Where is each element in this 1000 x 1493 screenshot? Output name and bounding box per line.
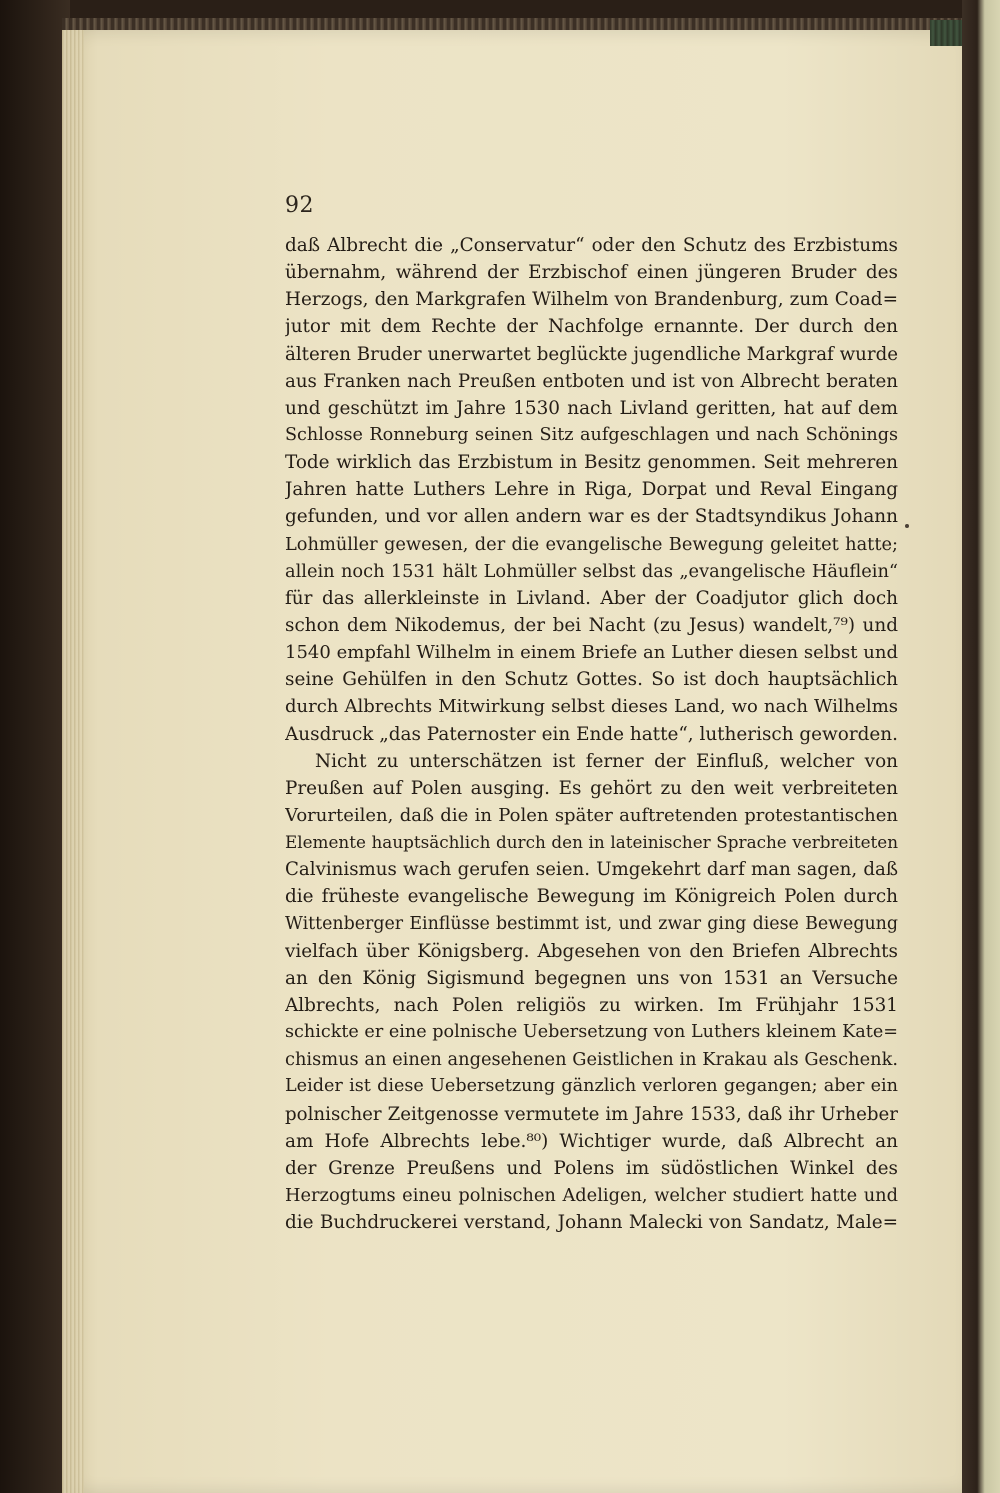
text-line: Jahren hatte Luthers Lehre in Riga, Dorpat und Reval Eingang [285,479,898,501]
text-line: Elemente hauptsächlich durch den in lateinischer Sprache verbreiteten [285,832,898,853]
body-text [285,232,898,1236]
text-line: gefunden, und vor allen andern war es der Stadtsyndikus Johann [285,506,898,528]
text-line: allein noch 1531 hält Lohmüller selbst das „evangelische Häuflein“ [285,560,898,582]
text-line: Albrechts, nach Polen religiös zu wirken. Im Frühjahr 1531 [285,994,898,1016]
text-line: chismus an einen angesehenen Geistlichen in Krakau als Geschenk. [285,1049,898,1071]
cover-right-edge [962,0,1000,1493]
text-line: Calvinismus wach gerufen seien. Umgekehrt darf man sagen, daß [285,859,898,881]
text-line: für das allerkleinste in Livland. Aber der Coadjutor glich doch [285,587,898,609]
text-line: Tode wirklich das Erzbistum in Besitz genommen. Seit mehreren [285,452,898,474]
text-line: die früheste evangelische Bewegung im Königreich Polen durch [285,886,898,908]
text-line: schon dem Nikodemus, der bei Nacht (zu Jesus) wandelt,⁷⁹) und [285,614,898,636]
text-line: jutor mit dem Rechte der Nachfolge ernannte. Der durch den [285,316,898,338]
text-line: aus Franken nach Preußen entboten und ist von Albrecht beraten [285,370,898,392]
text-line: übernahm, während der Erzbischof einen jüngeren Bruder des [285,262,898,284]
text-line: Wittenberger Einflüsse bestimmt ist, und zwar ging diese Bewegung [285,913,898,934]
text-line: älteren Bruder unerwartet beglückte jugendliche Markgraf wurde [285,343,898,365]
text-line: Lohmüller gewesen, der die evangelische Bewegung geleitet hatte; [285,533,898,555]
text-line: Leider ist diese Uebersetzung gänzlich verloren gegangen; aber ein [285,1076,898,1097]
text-line: Preußen auf Polen ausging. Es gehört zu den weit verbreiteten [285,777,898,799]
text-line: Herzogtums eineu polnischen Adeligen, welcher studiert hatte und [285,1184,898,1206]
text-line: durch Albrechts Mitwirkung selbst dieses Land, wo nach Wilhelms [285,696,898,718]
text-line: 1540 empfahl Wilhelm in einem Briefe an Luther diesen selbst und [285,642,898,664]
text-line: Nicht zu unterschätzen ist ferner der Einfluß, welcher von [315,750,898,772]
text-line: seine Gehülfen in den Schutz Gottes. So ist doch hauptsächlich [285,669,898,691]
text-line: die Buchdruckerei verstand, Johann Malecki von Sandatz, Male= [285,1212,898,1234]
text-line: Ausdruck „das Paternoster ein Ende hatte“, lutherisch geworden. [285,723,898,745]
text-line: Schlosse Ronneburg seinen Sitz aufgeschlagen und nach Schönings [285,424,898,445]
text-line: Herzogs, den Markgrafen Wilhelm von Brandenburg, zum Coad= [285,289,898,311]
text-line: der Grenze Preußens und Polens im südöstlichen Winkel des [285,1157,898,1179]
text-line: daß Albrecht die „Conservatur“ oder den Schutz des Erzbistums [285,235,898,256]
margin-mark [905,524,909,528]
text-line: polnischer Zeitgenosse vermutete im Jahre 1533, daß ihr Urheber [285,1103,898,1125]
text-line: an den König Sigismund begegnen uns von 1531 an Versuche [285,967,898,989]
book-spine-edge [0,0,70,1493]
text-line: Vorurteilen, daß die in Polen später auftretenden protestantischen [285,804,898,826]
page-number: 92 [285,193,314,218]
text-line: schickte er eine polnische Uebersetzung von Luthers kleinem Kate= [285,1022,898,1043]
text-line: vielfach über Königsberg. Abgesehen von den Briefen Albrechts [285,940,898,962]
text-line: und geschützt im Jahre 1530 nach Livland geritten, hat auf dem [285,397,898,419]
text-line: am Hofe Albrechts lebe.⁸⁰) Wichtiger wurde, daß Albrecht an [285,1130,898,1152]
page-stack-edge [62,30,84,1493]
